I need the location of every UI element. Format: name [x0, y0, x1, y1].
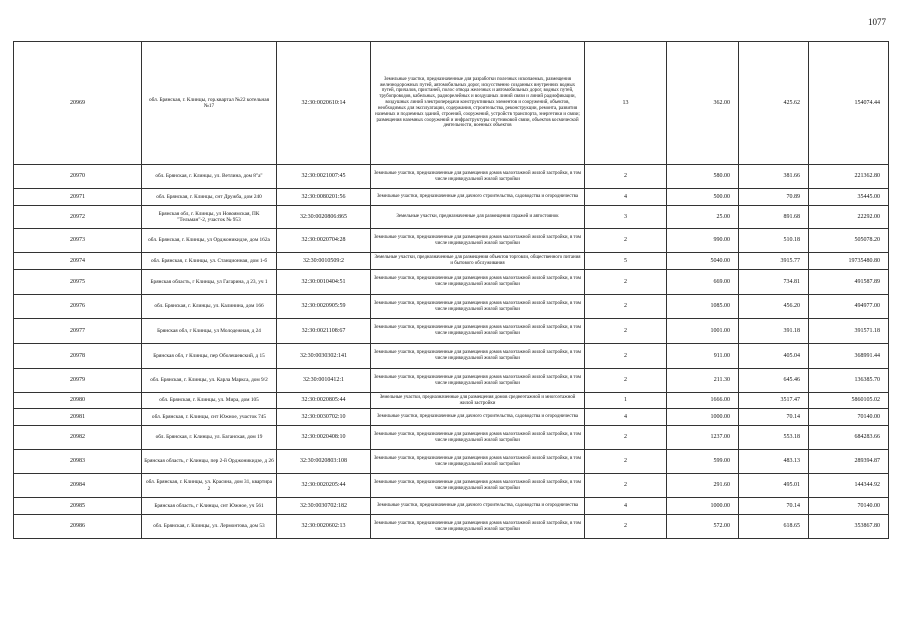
row-group-code: 1	[585, 393, 667, 409]
table-row	[14, 165, 889, 189]
row-cadastral-value: 5860105.02	[809, 393, 889, 409]
row-area: 990.00	[667, 229, 739, 253]
row-area: 500.00	[667, 189, 739, 206]
row-cadastral-value: 353867.80	[809, 515, 889, 539]
row-area: 1085.00	[667, 295, 739, 319]
row-rate: 734.81	[739, 270, 809, 295]
row-number: 20979	[14, 369, 142, 393]
row-cadastral-number: 32:30:0020408:10	[277, 426, 371, 450]
row-cadastral-number: 32:30:0020602:13	[277, 515, 371, 539]
row-rate: 891.68	[739, 206, 809, 229]
row-group-code: 5	[585, 253, 667, 270]
table-row	[14, 409, 889, 426]
row-rate: 70.89	[739, 189, 809, 206]
row-cadastral-number: 32:30:0021007:45	[277, 165, 371, 189]
row-rate: 381.66	[739, 165, 809, 189]
row-rate: 70.14	[739, 498, 809, 515]
table-row	[14, 515, 889, 539]
row-group-code: 4	[585, 409, 667, 426]
row-address: Брянская обл, г Клинцы, ул Молодежная, д 24	[142, 319, 277, 344]
row-land-purpose: Земельные участки, предназначенные для размещения домов малоэтажной жилой застройки, в том числе индивидуальной жилой застройки	[371, 295, 585, 319]
row-cadastral-value: 221362.80	[809, 165, 889, 189]
table-row	[14, 189, 889, 206]
table-row	[14, 426, 889, 450]
row-cadastral-value: 144344.92	[809, 474, 889, 498]
row-land-purpose: Земельные участки, предназначенные для размещения объектов торговли, общественного питания и бытового обслуживания	[371, 253, 585, 270]
row-number: 20980	[14, 393, 142, 409]
row-rate: 425.62	[739, 42, 809, 165]
row-cadastral-number: 32:30:0020905:59	[277, 295, 371, 319]
row-area: 362.00	[667, 42, 739, 165]
row-rate: 3915.77	[739, 253, 809, 270]
row-cadastral-value: 289394.87	[809, 450, 889, 474]
row-area: 1000.00	[667, 498, 739, 515]
table-row	[14, 369, 889, 393]
row-address: обл. Брянская, г. Клинцы, ул. Станционная, дом 1-б	[142, 253, 277, 270]
row-cadastral-number: 32:30:0010412:1	[277, 369, 371, 393]
row-cadastral-value: 19735480.80	[809, 253, 889, 270]
row-address: Брянская обл, г Клинцы, пер Оболешевский, д 15	[142, 344, 277, 369]
row-rate: 391.18	[739, 319, 809, 344]
row-cadastral-number: 32:30:0020610:14	[277, 42, 371, 165]
row-number: 20986	[14, 515, 142, 539]
page-number: 1077	[868, 17, 886, 27]
row-number: 20975	[14, 270, 142, 295]
row-land-purpose: Земельные участки, предназначенные для разработки полезных ископаемых, размещения железнодорожных путей, автомобильных дорог, искусственно созданных внутренних водных путей, причалов, пристаней, полос отвода железных и автомобильных дорог, водных путей, трубопроводов, кабельных, радиорелейных и воздушных линий связи и линий радиофикации, воздушных линий электропередачи конструктивных элементов и сооружений, объектов, необходимых для эксплуатации, содержания, строительства, реконструкции, ремонта, развития наземных и подземных зданий, строений, сооружений, устройств транспорта, энергетики и связи; размещения наземных сооружений и инфраструктуры спутниковой связи, объектов космической деятельности, военных объектов	[371, 42, 585, 165]
table-row	[14, 42, 889, 165]
row-address: обл. Брянская, г. Клинцы, ул. Красина, дом 31, квартира 2	[142, 474, 277, 498]
row-cadastral-number: 32:30:0020803:108	[277, 450, 371, 474]
row-cadastral-value: 368991.44	[809, 344, 889, 369]
row-number: 20973	[14, 229, 142, 253]
row-cadastral-number: 32:30:0030302:141	[277, 344, 371, 369]
row-area: 599.00	[667, 450, 739, 474]
table-row	[14, 474, 889, 498]
row-cadastral-value: 154074.44	[809, 42, 889, 165]
row-group-code: 2	[585, 165, 667, 189]
row-number: 20985	[14, 498, 142, 515]
row-area: 572.00	[667, 515, 739, 539]
row-rate: 70.14	[739, 409, 809, 426]
row-cadastral-value: 505078.20	[809, 229, 889, 253]
row-land-purpose: Земельные участки, предназначенные для размещения домов малоэтажной жилой застройки, в том числе индивидуальной жилой застройки	[371, 319, 585, 344]
row-land-purpose: Земельные участки, предназначенные для размещения домов малоэтажной жилой застройки, в том числе индивидуальной жилой застройки	[371, 515, 585, 539]
row-area: 291.60	[667, 474, 739, 498]
row-address: Брянская область, г Клинцы, пер 2-й Орджоникидзе, д 26	[142, 450, 277, 474]
row-area: 211.30	[667, 369, 739, 393]
row-area: 669.00	[667, 270, 739, 295]
row-area: 911.00	[667, 344, 739, 369]
row-cadastral-number: 32:30:0020806:865	[277, 206, 371, 229]
row-address: обл. Брянская, г. Клинцы, ул. Мира, дом 105	[142, 393, 277, 409]
table-row	[14, 270, 889, 295]
row-cadastral-value: 70140.00	[809, 409, 889, 426]
row-group-code: 13	[585, 42, 667, 165]
row-group-code: 2	[585, 426, 667, 450]
row-land-purpose: Земельные участки, предназначенные для дачного строительства, садоводства и огородничества	[371, 409, 585, 426]
row-rate: 618.65	[739, 515, 809, 539]
row-land-purpose: Земельные участки, предназначенные для дачного строительства, садоводства и огородничества	[371, 189, 585, 206]
row-group-code: 2	[585, 295, 667, 319]
row-land-purpose: Земельные участки, предназначенные для размещения домов малоэтажной жилой застройки, в том числе индивидуальной жилой застройки	[371, 426, 585, 450]
row-address: обл. Брянская, г. Клинцы, ул. Калинина, дом 166	[142, 295, 277, 319]
row-address: обл. Брянская, г. Клинцы, ул. Баганская, дом 19	[142, 426, 277, 450]
row-cadastral-value: 494977.00	[809, 295, 889, 319]
row-area: 580.00	[667, 165, 739, 189]
table-row	[14, 450, 889, 474]
row-cadastral-number: 32:30:0010509:2	[277, 253, 371, 270]
row-cadastral-value: 391571.18	[809, 319, 889, 344]
cadastral-registry-table	[13, 41, 889, 539]
row-number: 20978	[14, 344, 142, 369]
row-land-purpose: Земельные участки, предназначенные для размещения домов малоэтажной жилой застройки, в том числе индивидуальной жилой застройки	[371, 229, 585, 253]
row-group-code: 2	[585, 270, 667, 295]
row-group-code: 2	[585, 319, 667, 344]
row-rate: 456.20	[739, 295, 809, 319]
row-address: обл. Брянская, г. Клинцы, гор.квартал №22 котельная №17	[142, 42, 277, 165]
row-cadastral-value: 684283.66	[809, 426, 889, 450]
row-area: 1000.00	[667, 409, 739, 426]
row-cadastral-number: 32:30:0080201:56	[277, 189, 371, 206]
row-number: 20976	[14, 295, 142, 319]
row-group-code: 2	[585, 229, 667, 253]
row-cadastral-number: 32:30:0030702:182	[277, 498, 371, 515]
row-cadastral-value: 491587.89	[809, 270, 889, 295]
row-group-code: 4	[585, 189, 667, 206]
row-rate: 510.18	[739, 229, 809, 253]
row-number: 20982	[14, 426, 142, 450]
table-row	[14, 344, 889, 369]
row-land-purpose: Земельные участки, предназначенные для размещения домов среднеэтажной и многоэтажной жилой застройки	[371, 393, 585, 409]
row-land-purpose: Земельные участки, предназначенные для размещения домов малоэтажной жилой застройки, в том числе индивидуальной жилой застройки	[371, 369, 585, 393]
row-number: 20983	[14, 450, 142, 474]
row-rate: 645.46	[739, 369, 809, 393]
row-land-purpose: Земельные участки, предназначенные для размещения гаражей и автостоянок	[371, 206, 585, 229]
row-rate: 3517.47	[739, 393, 809, 409]
row-address: обл. Брянская, г. Клинцы, ул Орджоникидзе, дом 162а	[142, 229, 277, 253]
row-cadastral-value: 136385.70	[809, 369, 889, 393]
row-number: 20970	[14, 165, 142, 189]
row-group-code: 2	[585, 474, 667, 498]
row-cadastral-number: 32:30:0010404:51	[277, 270, 371, 295]
row-rate: 553.18	[739, 426, 809, 450]
row-number: 20977	[14, 319, 142, 344]
row-area: 25.00	[667, 206, 739, 229]
row-cadastral-number: 32:30:0020205:44	[277, 474, 371, 498]
row-rate: 483.13	[739, 450, 809, 474]
registry-body	[14, 42, 889, 539]
row-cadastral-number: 32:30:0020704:28	[277, 229, 371, 253]
row-land-purpose: Земельные участки, предназначенные для размещения домов малоэтажной жилой застройки, в том числе индивидуальной жилой застройки	[371, 270, 585, 295]
table-row	[14, 229, 889, 253]
row-group-code: 3	[585, 206, 667, 229]
row-address: обл. Брянская, г. Клинцы, снт Южное, участок 745	[142, 409, 277, 426]
row-address: обл. Брянская, г. Клинцы, ул. Лермонтова, дом 53	[142, 515, 277, 539]
row-land-purpose: Земельные участки, предназначенные для дачного строительства, садоводства и огородничества	[371, 498, 585, 515]
row-cadastral-value: 22292.00	[809, 206, 889, 229]
row-area: 1666.00	[667, 393, 739, 409]
row-number: 20984	[14, 474, 142, 498]
row-group-code: 2	[585, 450, 667, 474]
row-number: 20971	[14, 189, 142, 206]
row-cadastral-number: 32:30:0030702:10	[277, 409, 371, 426]
row-group-code: 2	[585, 515, 667, 539]
table-row	[14, 393, 889, 409]
table-row	[14, 206, 889, 229]
row-cadastral-number: 32:30:0021108:67	[277, 319, 371, 344]
row-address: Брянская обл, г. Клинцы, ул Новоямская, ПК "Тельман"-2, участок № 953	[142, 206, 277, 229]
row-group-code: 2	[585, 369, 667, 393]
row-land-purpose: Земельные участки, предназначенные для размещения домов малоэтажной жилой застройки, в том числе индивидуальной жилой застройки	[371, 474, 585, 498]
row-group-code: 2	[585, 344, 667, 369]
row-number: 20969	[14, 42, 142, 165]
row-land-purpose: Земельные участки, предназначенные для размещения домов малоэтажной жилой застройки, в том числе индивидуальной жилой застройки	[371, 450, 585, 474]
row-address: обл. Брянская, г. Клинцы, ул. Карла Маркса, дом 9/2	[142, 369, 277, 393]
row-area: 5040.00	[667, 253, 739, 270]
row-cadastral-value: 35445.00	[809, 189, 889, 206]
row-cadastral-number: 32:30:0020805:44	[277, 393, 371, 409]
table-row	[14, 319, 889, 344]
row-rate: 495.01	[739, 474, 809, 498]
row-address: Брянская область, г Клинцы, снт Южное, уч 561	[142, 498, 277, 515]
table-row	[14, 295, 889, 319]
row-number: 20974	[14, 253, 142, 270]
table-row	[14, 498, 889, 515]
row-land-purpose: Земельные участки, предназначенные для размещения домов малоэтажной жилой застройки, в том числе индивидуальной жилой застройки	[371, 344, 585, 369]
row-address: обл. Брянская, г. Клинцы, снт Дружба, дом 240	[142, 189, 277, 206]
row-group-code: 4	[585, 498, 667, 515]
row-number: 20972	[14, 206, 142, 229]
row-address: обл. Брянская, г. Клинцы, ул. Ветлина, дом 8"а"	[142, 165, 277, 189]
row-number: 20981	[14, 409, 142, 426]
row-address: Брянская область, г Клинцы, ул Гагарина, д 23, уч 1	[142, 270, 277, 295]
row-land-purpose: Земельные участки, предназначенные для размещения домов малоэтажной жилой застройки, в том числе индивидуальной жилой застройки	[371, 165, 585, 189]
row-rate: 405.04	[739, 344, 809, 369]
row-area: 1237.00	[667, 426, 739, 450]
table-row	[14, 253, 889, 270]
row-area: 1001.00	[667, 319, 739, 344]
row-cadastral-value: 70140.00	[809, 498, 889, 515]
